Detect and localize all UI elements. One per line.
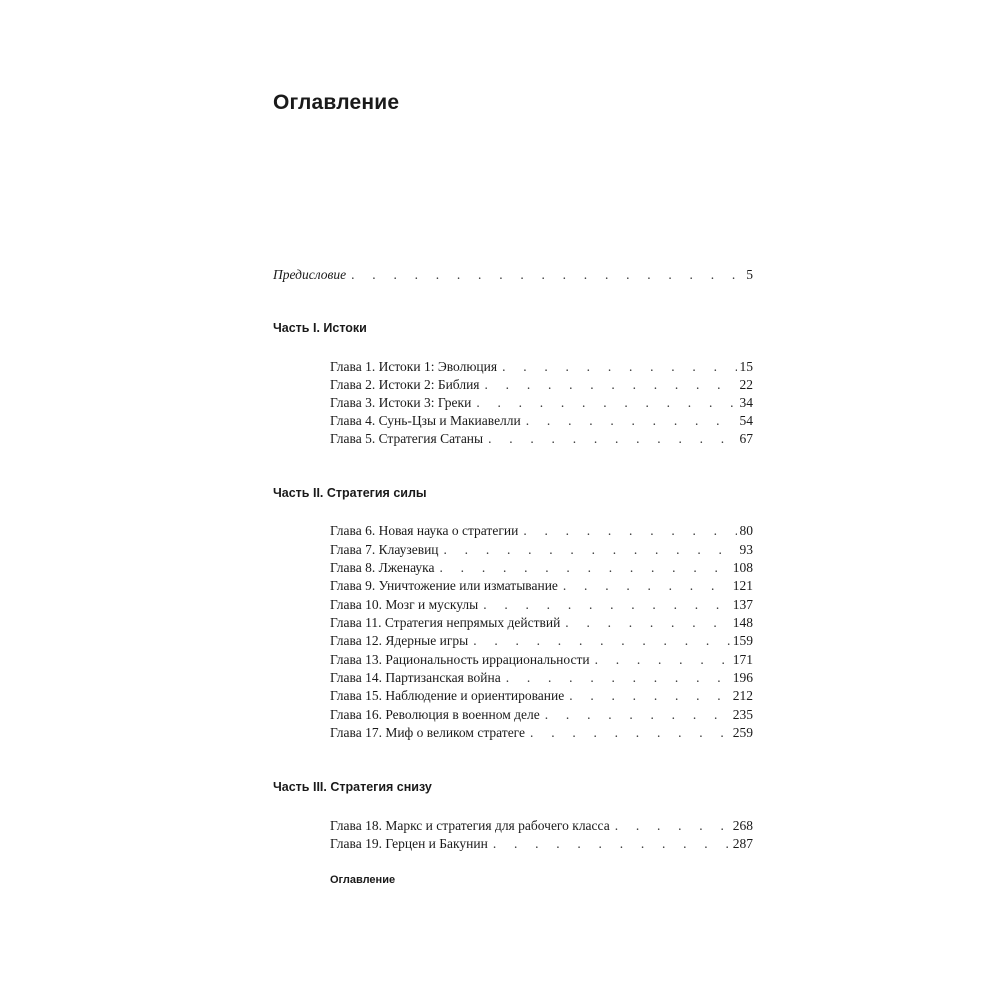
toc-entry-page: 268 bbox=[732, 818, 753, 833]
toc-entry-page: 121 bbox=[732, 578, 753, 593]
toc-entry-label: Глава 19. Герцен и Бакунин bbox=[330, 836, 488, 851]
dot-leader bbox=[444, 541, 737, 559]
page-title: Оглавление bbox=[273, 91, 400, 114]
toc-entry bbox=[330, 687, 753, 705]
toc-entry-page: 108 bbox=[732, 560, 753, 575]
toc-entry-label: Глава 3. Истоки 3: Греки bbox=[330, 395, 472, 410]
toc-entry bbox=[330, 724, 753, 742]
toc-entry-page: 5 bbox=[746, 267, 753, 282]
toc-entry-label: Глава 7. Клаузевиц bbox=[330, 542, 439, 557]
toc-entry-label: Глава 6. Новая наука о стратегии bbox=[330, 523, 519, 538]
toc-entry bbox=[330, 596, 753, 614]
dot-leader bbox=[506, 669, 730, 687]
running-footer: Оглавление bbox=[330, 874, 396, 886]
dot-leader bbox=[485, 376, 737, 394]
toc-entry-label: Глава 17. Миф о великом стратеге bbox=[330, 725, 526, 740]
toc-entry bbox=[330, 376, 753, 394]
toc-entry-label: Глава 15. Наблюдение и ориентирование bbox=[330, 688, 565, 703]
toc-entry-page: 259 bbox=[732, 725, 753, 740]
toc-entry-label: Глава 4. Сунь-Цзы и Макиавелли bbox=[330, 413, 521, 428]
toc-entry bbox=[330, 522, 753, 540]
toc-entry-page: 159 bbox=[732, 633, 753, 648]
toc-entry-page: 22 bbox=[739, 377, 753, 392]
toc-entry bbox=[330, 541, 753, 559]
toc-entry-label: Глава 8. Лженаука bbox=[330, 560, 435, 575]
dot-leader bbox=[595, 651, 730, 669]
dot-leader bbox=[440, 559, 730, 577]
dot-leader bbox=[483, 596, 730, 614]
toc-entry-page: 80 bbox=[739, 523, 753, 538]
toc-entry-page: 171 bbox=[732, 652, 753, 667]
toc-entry-label: Глава 13. Рациональность иррациональности bbox=[330, 652, 590, 667]
dot-leader bbox=[488, 430, 736, 448]
toc-entry-foreword bbox=[273, 266, 753, 284]
toc-entry bbox=[330, 651, 753, 669]
toc-entry bbox=[330, 632, 753, 650]
toc-entry-page: 196 bbox=[732, 670, 753, 685]
toc-entry bbox=[330, 559, 753, 577]
part-heading: Часть I. Истоки bbox=[273, 321, 367, 335]
toc-entry bbox=[330, 669, 753, 687]
toc-entry-label: Глава 5. Стратегия Сатаны bbox=[330, 431, 484, 446]
part-heading: Часть II. Стратегия силы bbox=[273, 486, 427, 500]
toc-entry bbox=[330, 358, 753, 376]
toc-entry-page: 212 bbox=[732, 688, 753, 703]
dot-leader bbox=[545, 706, 730, 724]
toc-entry-label: Глава 1. Истоки 1: Эволюция bbox=[330, 359, 498, 374]
dot-leader bbox=[523, 522, 736, 540]
toc-entry bbox=[330, 577, 753, 595]
toc-entry bbox=[330, 430, 753, 448]
dot-leader bbox=[502, 358, 736, 376]
dot-leader bbox=[473, 632, 730, 650]
toc-entry bbox=[330, 614, 753, 632]
toc-entry bbox=[330, 835, 753, 853]
dot-leader bbox=[476, 394, 736, 412]
toc-entry-page: 67 bbox=[739, 431, 753, 446]
toc-entry-page: 54 bbox=[739, 413, 753, 428]
toc-entry-label: Глава 11. Стратегия непрямых действий bbox=[330, 615, 561, 630]
toc-entry-page: 34 bbox=[739, 395, 753, 410]
toc-entry bbox=[330, 706, 753, 724]
toc-entry-page: 137 bbox=[732, 597, 753, 612]
toc-entry bbox=[330, 817, 753, 835]
dot-leader bbox=[493, 835, 730, 853]
dot-leader bbox=[563, 577, 730, 595]
toc-entry-page: 148 bbox=[732, 615, 753, 630]
dot-leader bbox=[530, 724, 730, 742]
toc-entry bbox=[330, 394, 753, 412]
toc-entry-page: 93 bbox=[739, 542, 753, 557]
part-heading: Часть III. Стратегия снизу bbox=[273, 780, 432, 794]
toc-entry-label: Глава 18. Маркс и стратегия для рабочего класса bbox=[330, 818, 610, 833]
toc-entry-label: Глава 14. Партизанская война bbox=[330, 670, 501, 685]
toc-entry bbox=[330, 412, 753, 430]
dot-leader bbox=[569, 687, 730, 705]
dot-leader bbox=[565, 614, 729, 632]
toc-entry-page: 15 bbox=[739, 359, 753, 374]
toc-entry-label: Глава 2. Истоки 2: Библия bbox=[330, 377, 480, 392]
toc-entry-page: 235 bbox=[732, 707, 753, 722]
dot-leader bbox=[615, 817, 730, 835]
dot-leader bbox=[526, 412, 737, 430]
toc-entry-page: 287 bbox=[732, 836, 753, 851]
toc-entry-label: Предисловие bbox=[273, 267, 347, 282]
toc-entry-label: Глава 10. Мозг и мускулы bbox=[330, 597, 479, 612]
toc-entry-label: Глава 12. Ядерные игры bbox=[330, 633, 469, 648]
toc-entry-label: Глава 16. Революция в военном деле bbox=[330, 707, 540, 722]
toc-entry-label: Глава 9. Уничтожение или изматывание bbox=[330, 578, 558, 593]
dot-leader bbox=[351, 266, 743, 284]
